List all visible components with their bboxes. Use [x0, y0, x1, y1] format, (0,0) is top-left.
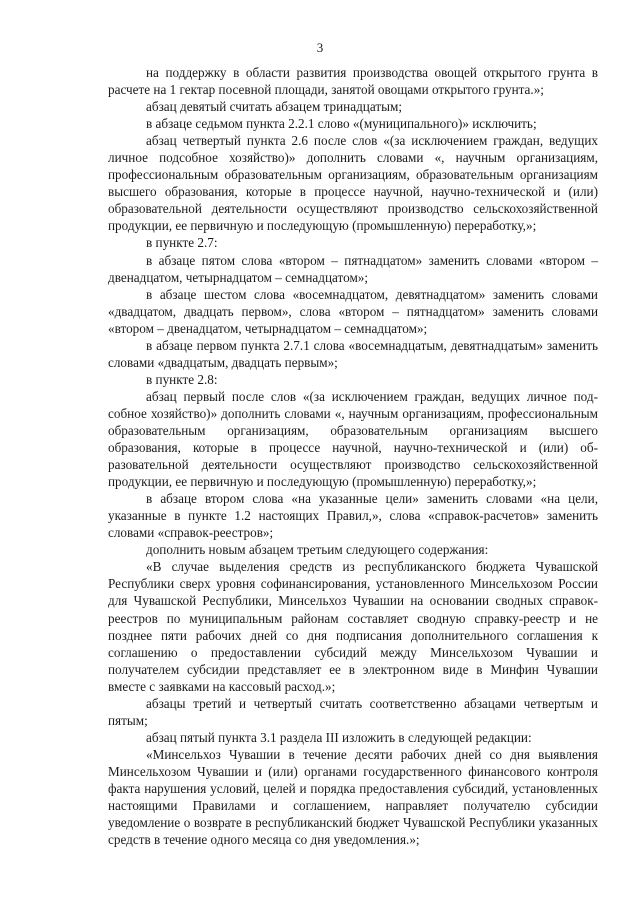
paragraph-3: в абзаце седьмом пункта 2.2.1 слово «(муниципального)» исключить;	[146, 116, 537, 132]
paragraph-15: абзац пятый пункта 3.1 раздела III изложить в следующей редакции:	[146, 729, 532, 745]
paragraph-10: абзац первый после слов «(за исключением граждан, ведущих личное подсобное хозяйство)» дополнить словами «, научным организациям, профессиональным образовательным организациям, образовательным организациям высшего образования, которые в процессе научной, научно-технической и (или) образовательной деятельности осуществляют производство сельскохозяйственной продукции, ее первичную и последующую (промышленную) переработку,»;	[108, 388, 598, 490]
paragraph-9: в пункте 2.8:	[146, 371, 218, 387]
paragraph-1: на поддержку в области развития производства овощей открытого грунта в расчете на 1 гектар посевной площади, занятой овощами открытого грунта.»;	[108, 65, 598, 98]
paragraph-4: абзац четвертый пункта 2.6 после слов «(за исключением граждан, ведущих личное подсобное хозяйство)» дополнить словами «, научным организациям, профессиональным образовательным организациям, образовательным организациям высшего образования, которые в процессе научной, научно-технической и (или) образовательной деятельности осуществляют производство сельскохозяйственной продукции, ее первичную и последующую (промышленную) переработку,»;	[108, 133, 598, 234]
paragraph-11: в абзаце втором слова «на указанные цели» заменить словами «на цели, указанные в пункте 1.2 настоящих Правил,», слова «справок-расчетов» заменить словами «справок-реестров»;	[108, 491, 598, 541]
paragraph-5: в пункте 2.7:	[146, 235, 218, 251]
document-body	[108, 64, 598, 848]
paragraph-7: в абзаце шестом слова «восемнадцатом, девятнадцатом» заменить словами «двадцатом, двадцать первом», слова «втором – пятнадцатом» заменить словами «втором – двенадцатом, четырнадцатом – семнадцатом»;	[108, 286, 598, 336]
paragraph-13: «В случае выделения средств из республиканского бюджета Чувашской Республики сверх уровня софинансирования, установленного Минсельхозом России для Чувашской Республики, Минсельхоз Чувашии на основании сводных справок-реестров по муниципальным районам составляет сводную справку-реестр и не позднее пяти рабочих дней со дня подписания дополнительного соглашения к соглашению о предоставлении субсидий между Минсельхозом Чувашии и получателем субсидии представляет ее в электронном виде в Минфин Чувашии вместе с заявками на кассовый расход.»;	[108, 559, 598, 694]
paragraph-14: абзацы третий и четвертый считать соответственно абзацами четвертым и пятым;	[108, 695, 598, 728]
paragraph-8: в абзаце первом пункта 2.7.1 слова «восемнадцатым, девятнадцатым» заменить словами «двадцатым, двадцать первым»;	[108, 337, 598, 370]
paragraph-2: абзац девятый считать абзацем тринадцатым;	[146, 99, 403, 115]
paragraph-6: в абзаце пятом слова «втором – пятнадцатом» заменить словами «втором – двенадцатом, четырнадцатом – семнадцатом»;	[108, 252, 598, 285]
paragraph-16: «Минсельхоз Чувашии в течение десяти рабочих дней со дня выявления Минсельхозом Чувашии и (или) органами государственного финансового контроля факта нарушения условий, целей и порядка предоставления субсидий, установленных настоящими Правилами и соглашением, направляет получателю субсидии уведомление о возврате в республиканский бюджет Чувашской Республики указанных средств в течение одного месяца со дня уведомления.»;	[108, 746, 598, 848]
page-number: 3	[316, 40, 324, 55]
paragraph-12: дополнить новым абзацем третьим следующего содержания:	[146, 542, 489, 558]
